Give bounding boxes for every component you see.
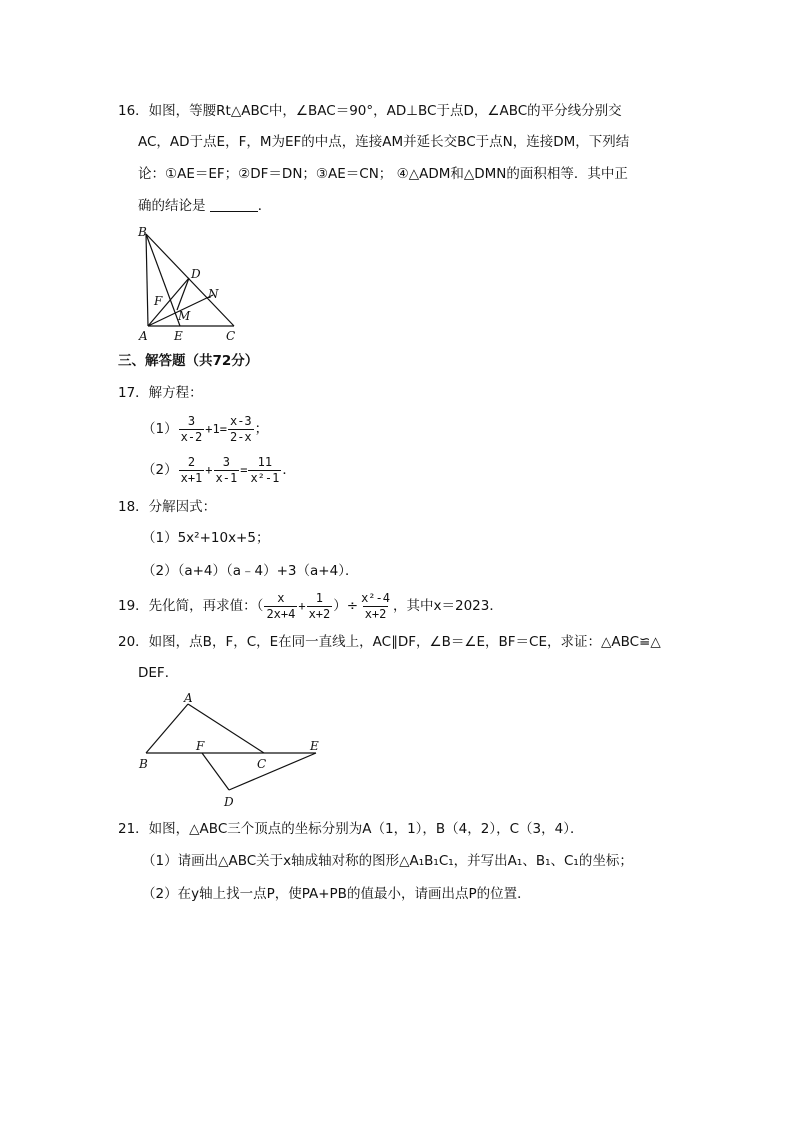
q16-label-f: F [154, 294, 163, 308]
fraction [179, 455, 205, 486]
denominator: x+1 [180, 470, 203, 485]
fraction [214, 455, 240, 486]
q16-line4 [138, 196, 271, 216]
denominator: x-1 [215, 470, 238, 485]
q19-suffix: ，其中x＝2023． [392, 598, 503, 614]
fraction [179, 414, 205, 445]
q16-line3: 论：①AE＝EF；②DF＝DN；③AE＝CN； ④△ADM和△DMN的面积相等．其中正 [138, 166, 628, 182]
q20-triangles-figure [134, 690, 334, 814]
q21-line3: （2）在y轴上找一点P，使PA+PB的值最小，请画出点P的位置． [142, 886, 531, 902]
q17-part1 [142, 409, 268, 449]
q16-label-n: N [208, 287, 219, 301]
punctuation: ； [254, 421, 269, 437]
fraction [307, 591, 333, 622]
q16-line1: 16．如图，等腰Rt△ABC中，∠BAC＝90°，AD⊥BC于点D，∠ABC的平分线分别交 [118, 103, 622, 119]
numerator: x²-4 [361, 590, 390, 605]
q16-triangle-figure [134, 222, 254, 344]
q16-label-a: A [139, 329, 148, 343]
q16-label-m: M [178, 309, 191, 323]
numerator: 1 [315, 590, 324, 605]
fraction [248, 455, 281, 486]
numerator: 3 [222, 454, 230, 469]
q16-label-d: D [191, 267, 201, 281]
q17-p1-index: （1） [142, 421, 178, 437]
denominator: 2x+4 [266, 606, 296, 621]
operator: + [298, 599, 306, 613]
q17-p2-index: （2） [142, 462, 178, 478]
q20-label-e: E [310, 739, 319, 753]
q20-line1: 20．如图，点B，F，C，E在同一直线上，AC∥DF，∠B＝∠E，BF＝CE，求证：△ABC≌△ [118, 634, 661, 650]
q16-line4-end: ． [257, 198, 272, 214]
q20-label-a: A [184, 691, 193, 705]
q18-title: 18．分解因式： [118, 499, 217, 515]
q20-line2: DEF． [138, 665, 179, 681]
numerator: x [277, 590, 285, 605]
fraction [359, 591, 392, 622]
q21-line2: （1）请画出△ABC关于x轴成轴对称的图形△A₁B₁C₁，并写出A₁、B₁、C₁的坐标； [142, 853, 633, 869]
q17-title: 17．解方程： [118, 385, 203, 401]
q20-label-d: D [224, 795, 234, 809]
q16-label-e: E [174, 329, 183, 343]
q16-line2: AC，AD于点E，F，M为EF的中点，连接AM并延长交BC于点N，连接DM，下列结 [138, 134, 630, 150]
section-heading: 三、解答题（共72分） [118, 353, 259, 369]
punctuation: ． [282, 462, 296, 478]
q20-label-c: C [257, 757, 267, 771]
denominator: x-2 [180, 429, 203, 444]
operator: +1= [205, 422, 227, 436]
q18-part2: （2）（a+4）（a﹣4）+3（a+4）． [142, 563, 359, 579]
numerator: 3 [187, 413, 196, 428]
q20-label-f: F [196, 739, 205, 753]
q16-label-b: B [138, 225, 147, 239]
q19-line [118, 586, 503, 626]
fraction [228, 414, 254, 445]
numerator: 2 [187, 454, 196, 469]
fraction [264, 591, 297, 622]
operator: = [240, 463, 248, 477]
answer-blank[interactable] [210, 197, 258, 212]
q19-middle: ）÷ [333, 598, 359, 614]
q16-label-c: C [226, 329, 236, 343]
q17-part2 [142, 450, 296, 490]
q18-part1: （1）5x²+10x+5； [142, 530, 270, 546]
q20-label-b: B [139, 757, 148, 771]
q16-line4-text: 确的结论是 [138, 198, 206, 214]
denominator: x+2 [364, 606, 387, 621]
denominator: 2-x [229, 429, 252, 444]
q19-prefix: 19．先化简，再求值：（ [118, 598, 264, 614]
q21-line1: 21．如图，△ABC三个顶点的坐标分别为A（1，1），B（4，2），C（3，4）． [118, 821, 584, 837]
numerator: 11 [257, 454, 273, 469]
denominator: x+2 [308, 606, 331, 621]
numerator: x-3 [229, 413, 252, 428]
denominator: x²-1 [250, 470, 280, 485]
operator: + [205, 463, 213, 477]
